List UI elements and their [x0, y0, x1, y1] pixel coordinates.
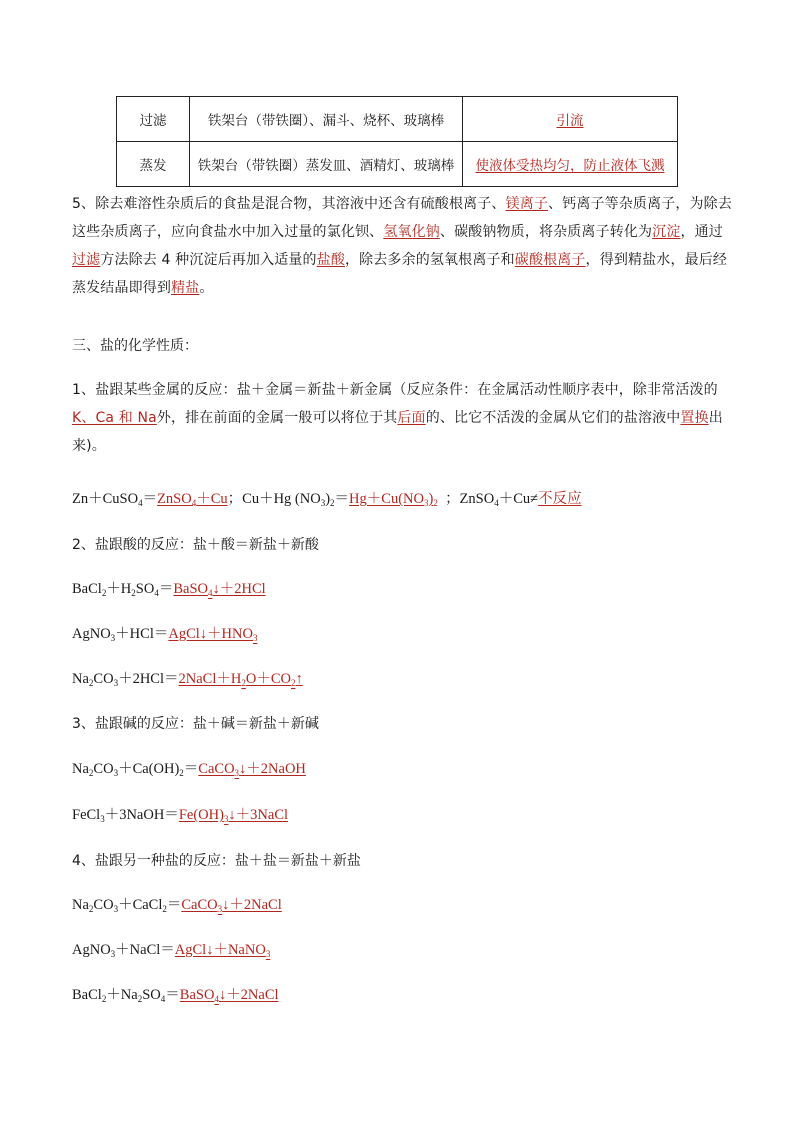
subscript: 4 [191, 498, 197, 508]
text: ＝ [183, 761, 199, 777]
subscript: 2 [88, 768, 94, 778]
subscript: 3 [320, 498, 326, 508]
text: 外，排在前面的金属一般可以将位于其 [156, 410, 398, 426]
subscript: 2 [290, 678, 296, 688]
subscript: 3 [217, 904, 223, 914]
equation-salt-3 [72, 985, 279, 1005]
text: ＝ [334, 491, 350, 507]
paragraph-1 [72, 376, 732, 460]
text: ；Cu＋Hg (NO [227, 491, 321, 507]
answer-text [349, 491, 438, 507]
text: Hg＋Cu(NO [349, 491, 424, 507]
text: AgCl↓＋NaNO [174, 942, 266, 958]
text: CaCO [198, 761, 235, 777]
text: 来)。 [72, 438, 106, 454]
text: AgCl↓＋HNO [168, 626, 253, 642]
equation-acid-2 [72, 624, 257, 644]
text: ＋CaCl [118, 897, 163, 913]
equation-base-2 [72, 805, 288, 825]
text: BaSO [179, 987, 215, 1003]
equation-salt-2 [72, 940, 270, 960]
text: 的、比它不活泼的金属从它们的盐溶液中 [425, 410, 681, 426]
text: ↑ [295, 671, 303, 687]
text: CO [93, 671, 114, 687]
text: 2NaCl＋H [178, 671, 242, 687]
subscript: 2 [330, 498, 335, 508]
subscript: 3 [100, 814, 105, 824]
answer-text [157, 491, 228, 507]
equipment-table [116, 96, 678, 187]
text: ) [325, 491, 331, 507]
answer-text: 沉淀 [652, 224, 681, 240]
subscript: 4 [494, 498, 499, 508]
subscript: 3 [234, 768, 240, 778]
operation-cell: 蒸发 [117, 142, 190, 187]
subscript: 3 [113, 678, 119, 688]
text: 。 [199, 280, 214, 296]
answer-text: 置换 [680, 410, 709, 426]
text: BaCl [72, 581, 102, 597]
text: ↓＋2NaCl [222, 897, 282, 913]
text: 、碳酸钠物质，将杂质离子转化为 [439, 224, 653, 240]
equation-acid-1 [72, 579, 266, 599]
text: ＋NaCl＝ [115, 942, 175, 958]
subscript: 4 [160, 994, 166, 1004]
subscript: 3 [110, 949, 116, 959]
text: ＋Ca(OH) [118, 761, 180, 777]
text: 、钙离子等杂质离子，为除去 [548, 196, 732, 212]
text: ↓＋2NaOH [239, 761, 306, 777]
text: O＋CO [245, 671, 291, 687]
equation-base-1 [72, 759, 306, 779]
text: ＝ [158, 581, 174, 597]
subscript: 2 [179, 768, 184, 778]
text: 蒸发结晶即得到 [72, 280, 172, 296]
answer-text: 不反应 [538, 491, 582, 507]
text: SO [142, 987, 161, 1003]
answer-text: 氢氧化钠 [383, 224, 440, 240]
table-row [117, 97, 678, 142]
text: ＋Na [106, 987, 138, 1003]
text: BaCl [72, 987, 102, 1003]
text: Na [72, 897, 89, 913]
table-row [117, 142, 678, 187]
purpose-cell [463, 142, 678, 187]
subscript: 3 [113, 768, 119, 778]
paragraph-5 [72, 190, 732, 302]
text: ＋3NaOH＝ [104, 807, 179, 823]
subscript: 4 [214, 994, 219, 1004]
text: SO [135, 581, 155, 597]
subscript: 3 [265, 949, 271, 959]
text: ZnSO [157, 491, 192, 507]
equation-metal [72, 489, 582, 509]
text: ↓＋2HCl [212, 581, 266, 597]
subscript: 4 [154, 588, 159, 598]
answer-text: 过滤 [72, 252, 101, 268]
subscript: 2 [101, 994, 107, 1004]
equation-acid-3 [72, 669, 303, 689]
subscript: 2 [433, 498, 438, 508]
subscript: 2 [241, 678, 246, 688]
equation-salt-1 [72, 895, 282, 915]
text: ＋Cu [196, 491, 228, 507]
answer-text: 引流 [556, 113, 584, 129]
text: ；ZnSO [437, 491, 495, 507]
text: ，除去多余的氢氧根离子和 [344, 252, 515, 268]
text: CO [93, 761, 114, 777]
text: ＝ [142, 491, 158, 507]
section-heading: 2、盐跟酸的反应：盐＋酸＝新盐＋新酸 [72, 537, 319, 553]
subscript: 2 [88, 678, 94, 688]
text: ＝ [166, 897, 182, 913]
operation-cell: 过滤 [117, 97, 190, 142]
text: Na [72, 671, 89, 687]
text: Na [72, 761, 89, 777]
answer-text: 后面 [397, 410, 426, 426]
text: ↓＋2NaCl [218, 987, 279, 1003]
answer-text: 盐酸 [316, 252, 345, 268]
subscript: 3 [223, 814, 229, 824]
text: 1、盐跟某些金属的反应：盐＋金属＝新盐＋新金属（反应条件：在金属活动性顺序表中，除非常活泼的 [72, 382, 718, 398]
subscript: 2 [162, 904, 167, 914]
text: ) [428, 491, 434, 507]
text: ＋2HCl＝ [118, 671, 179, 687]
text: ，得到精盐水，最后经 [585, 252, 728, 268]
subscript: 2 [101, 588, 107, 598]
text: CaCO [181, 897, 218, 913]
text: BaSO [173, 581, 208, 597]
text: AgNO [72, 626, 111, 642]
subscript: 3 [110, 633, 116, 643]
subscript: 3 [423, 498, 429, 508]
text: ↓＋3NaCl [228, 807, 289, 823]
text: ，通过 [680, 224, 723, 240]
subscript: 2 [88, 904, 94, 914]
section-title: 三、盐的化学性质： [72, 338, 198, 354]
equipment-cell: 铁架台（带铁圈）、漏斗、烧杯、玻璃棒 [190, 97, 463, 142]
subscript: 4 [138, 498, 143, 508]
answer-text: K、Ca 和 Na [72, 410, 157, 426]
equipment-cell: 铁架台（带铁圈）蒸发皿、酒精灯、玻璃棒 [190, 142, 463, 187]
subscript: 2 [131, 588, 136, 598]
section-heading: 3、盐跟碱的反应：盐＋碱＝新盐＋新碱 [72, 716, 319, 732]
text: ＋Cu≠ [498, 491, 539, 507]
text: 出 [708, 410, 723, 426]
text: Zn＋CuSO [72, 491, 139, 507]
answer-text: 碳酸根离子 [514, 252, 586, 268]
purpose-cell [463, 97, 678, 142]
answer-text: 镁离子 [505, 196, 549, 212]
text: 方法除去 4 种沉淀后再加入适量的 [100, 252, 317, 268]
text: CO [93, 897, 114, 913]
answer-text: 精盐 [171, 280, 200, 296]
text: 5、除去难溶性杂质后的食盐是混合物，其溶液中还含有硫酸根离子、 [72, 196, 506, 212]
text: ＋H [106, 581, 132, 597]
text: AgNO [72, 942, 111, 958]
text: ＋HCl＝ [115, 626, 169, 642]
text: 这些杂质离子，应向食盐水中加入过量的氯化钡、 [72, 224, 384, 240]
section-heading: 4、盐跟另一种盐的反应：盐＋盐＝新盐＋新盐 [72, 853, 361, 869]
answer-text: 使液体受热均匀，防止液体飞溅 [475, 158, 665, 174]
text: FeCl [72, 807, 101, 823]
subscript: 3 [113, 904, 119, 914]
text: ＝ [165, 987, 180, 1003]
subscript: 2 [137, 994, 143, 1004]
subscript: 4 [208, 588, 213, 598]
text: Fe(OH) [178, 807, 224, 823]
subscript: 3 [252, 633, 258, 643]
